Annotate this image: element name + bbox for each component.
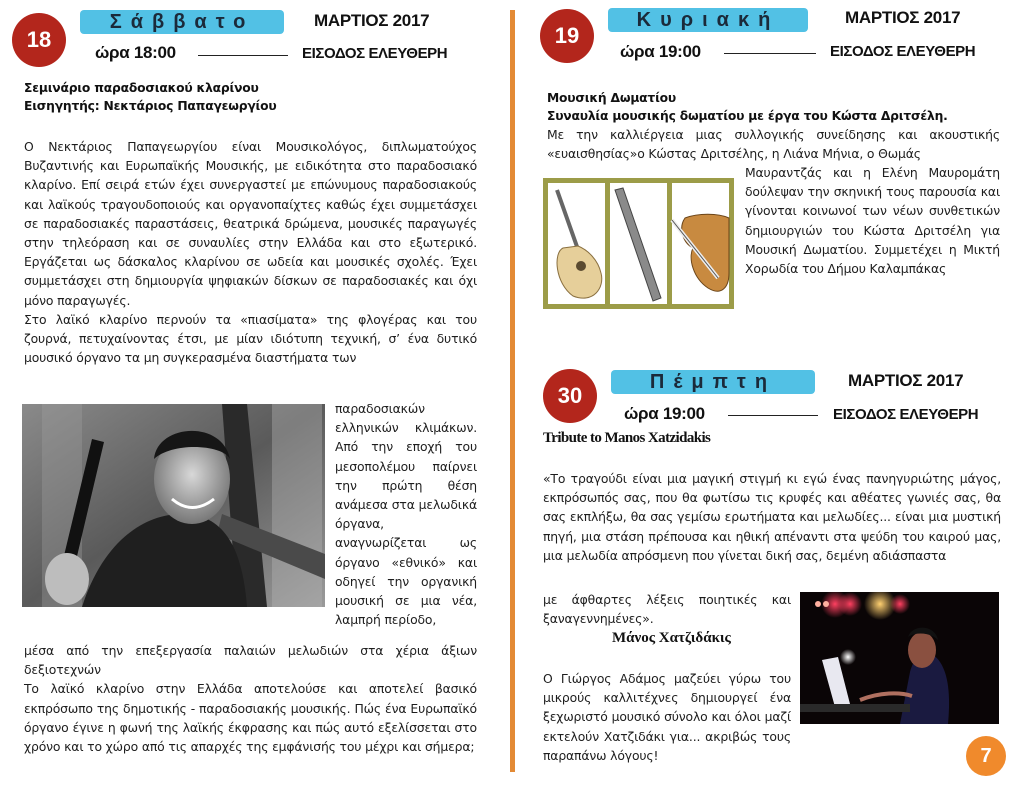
description-paragraph: Το λαϊκό κλαρίνο στην Ελλάδα αποτελούσε και αποτελεί βασικό εκπρόσωπο της δημοτικής - παραδοσιακής μουσικής. Πώς ένα Ευρωπαϊκό όργανο έγινε η φωνή της λαϊκής έκφρασης και πώς αυτό εξελίσσεται στο χρόνο και το χώρο από τις απαρχές της εμφάνισής του μέχρι και σήμερα; <box>24 681 477 755</box>
event-title: Μουσική Δωματίου <box>547 91 677 105</box>
instruments-graphic <box>543 178 734 309</box>
event-title: Tribute to Manos Xatzidakis <box>543 430 711 446</box>
quote-paragraph: με άφθαρτες λέξεις ποιητικές και ξαναγεννημένες». <box>543 592 791 627</box>
description-paragraph: Ο Νεκτάριος Παπαγεωργίου είναι Μουσικολόγος, διπλωματούχος Βυζαντινής και Ευρωπαϊκής Μουσικής, με ειδικότητα στο παραδοσιακό κλαρίνο. Επί σειρά ετών έχει συνεργαστεί με επώνυμους παραδοσιακούς και λαϊκούς τραγουδοποιούς και οργανοπαίχτες καθώς έχει συμμετάσχει σε παραδοσιακές παραστάσεις, θεατρικά δρώμενα, μουσικές παραγωγές στην τηλεόραση και σε συναυλίες στην Ελλάδα και στο εξωτερικό. Εργάζεται ως δάσκαλος κλαρίνου σε ωδεία και μουσικές σχολές. Έχει συμμετάσχει στη δημιουργία ψηφιακών δίσκων σε παραδοσιακές και όχι μόνο παραγωγές. <box>24 139 477 308</box>
event-title: Σεμινάριο παραδοσιακού κλαρίνου <box>24 81 259 95</box>
clarinetist-photo-graphic <box>22 404 325 607</box>
separator-line <box>724 53 816 54</box>
event-description-wrap <box>745 163 1000 278</box>
description-paragraph: Ο Γιώργος Αδάμος μαζεύει γύρω του μικρούς καλλιτέχνες δημιουργεί ένα ξεχωριστό μουσικό σύνολο και όλοι μαζί εκτελούν Χατζιδάκι για... ακριβώς τους παραπάνω λόγους! <box>543 671 791 763</box>
free-entry-label: ΕΙΣΟΔΟΣ ΕΛΕΥΘΕΡΗ <box>302 45 448 62</box>
event-time: ώρα 19:00 <box>620 42 701 61</box>
pianist-photo <box>800 592 999 724</box>
event-month: ΜΑΡΤΙΟΣ 2017 <box>845 8 961 27</box>
quote-paragraph: «Το τραγούδι είναι μια μαγική στιγμή κι εγώ ένας πανηγυριώτης μάγος, εκπρόσωπός σας, που θα φωτίσω τις κρυφές και αθέατες γωνιές σας, θα σας εκπλήξω, θα σας γεμίσω ερωτήματα και μελωδίες... είναι μια μυστική πηγή, μια στάση πρέπουσα και ηθική απέναντι στα ψεύδη του καιρού μας, μια μελωδία απρόσμενη που γίνεται δική σας, δεμένη αδιάσπαστα <box>543 471 1001 563</box>
free-entry-label: ΕΙΣΟΔΟΣ ΕΛΕΥΘΕΡΗ <box>830 43 976 60</box>
event-quote-wrap <box>543 590 791 628</box>
day-name-banner: Πέμπτη <box>611 370 815 394</box>
day-number-badge: 19 <box>540 9 594 63</box>
quote-author: Μάνος Χατζιδάκις <box>612 630 731 646</box>
clarinetist-photo <box>22 404 325 607</box>
page-number-badge: 7 <box>966 736 1006 776</box>
event-description-continued <box>24 641 477 756</box>
event-description <box>24 137 477 367</box>
event-description-wrap <box>335 399 477 629</box>
event-time: ώρα 18:00 <box>95 43 176 62</box>
day-name-banner: Σάββατο <box>80 10 284 34</box>
description-paragraph: Με την καλλιέργεια μιας συλλογικής συνείδησης και ακουστικής «ευαισθησίας»ο Κώστας Δριτσέλης, η Λιάνα Μήνια, ο Θωμάς <box>547 127 1000 162</box>
event-time: ώρα 19:00 <box>624 404 705 423</box>
free-entry-label: ΕΙΣΟΔΟΣ ΕΛΕΥΘΕΡΗ <box>833 406 979 423</box>
event-month: ΜΑΡΤΙΟΣ 2017 <box>848 371 964 390</box>
pianist-photo-graphic <box>800 592 999 724</box>
description-paragraph: μέσα από την επεξεργασία παλαιών μελωδιών στα χέρια άξιων δεξιοτεχνών <box>24 643 477 678</box>
description-paragraph: Μαυραντζάς και η Ελένη Μαυρομάτη δούλεψαν την σκηνική τους παρουσία και γίνονται κοινωνοί των νέων συνθετικών δημιουργιών του Κώστα Δριτσέλη για Μουσική Δωματίου. Συμμετέχει η Μικτή Χορωδία του Δήμου Καλαμπάκας <box>745 165 1000 277</box>
description-paragraph: παραδοσιακών ελληνικών κλιμάκων. Από την εποχή του μεσοπολέμου παίρνει την πρώτη θέση ανάμεσα στα μελωδικά όργανα, αναγνωρίζεται ως όργανο «εθνικό» και οδηγεί την οργανική μουσική σε μια νέα, λαμπρή περίοδο, <box>335 401 477 628</box>
event-description <box>543 669 791 765</box>
instruments-illustration <box>543 178 734 309</box>
event-speaker: Εισηγητής: Νεκτάριος Παπαγεωργίου <box>24 99 277 113</box>
day-number-badge: 30 <box>543 369 597 423</box>
day-number-badge: 18 <box>12 13 66 67</box>
column-divider <box>510 10 515 772</box>
day-name-banner: Κυριακή <box>608 8 808 32</box>
separator-line <box>728 415 818 416</box>
description-paragraph: Στο λαϊκό κλαρίνο περνούν τα «πιασίματα» της φλογέρας και του ζουρνά, πετυχαίνοντας έτσι, με μίαν ιδιότυπη τεχνική, σ’ ένα δυτικό μουσικό όργανο τα μη συγκερασμένα διαστήματα των <box>24 311 477 366</box>
event-month: ΜΑΡΤΙΟΣ 2017 <box>314 11 430 30</box>
event-description <box>547 125 1000 163</box>
separator-line <box>198 55 288 56</box>
event-quote <box>543 469 1001 565</box>
event-subtitle: Συναυλία μουσικής δωματίου με έργα του Κώστα Δριτσέλη. <box>547 109 948 123</box>
